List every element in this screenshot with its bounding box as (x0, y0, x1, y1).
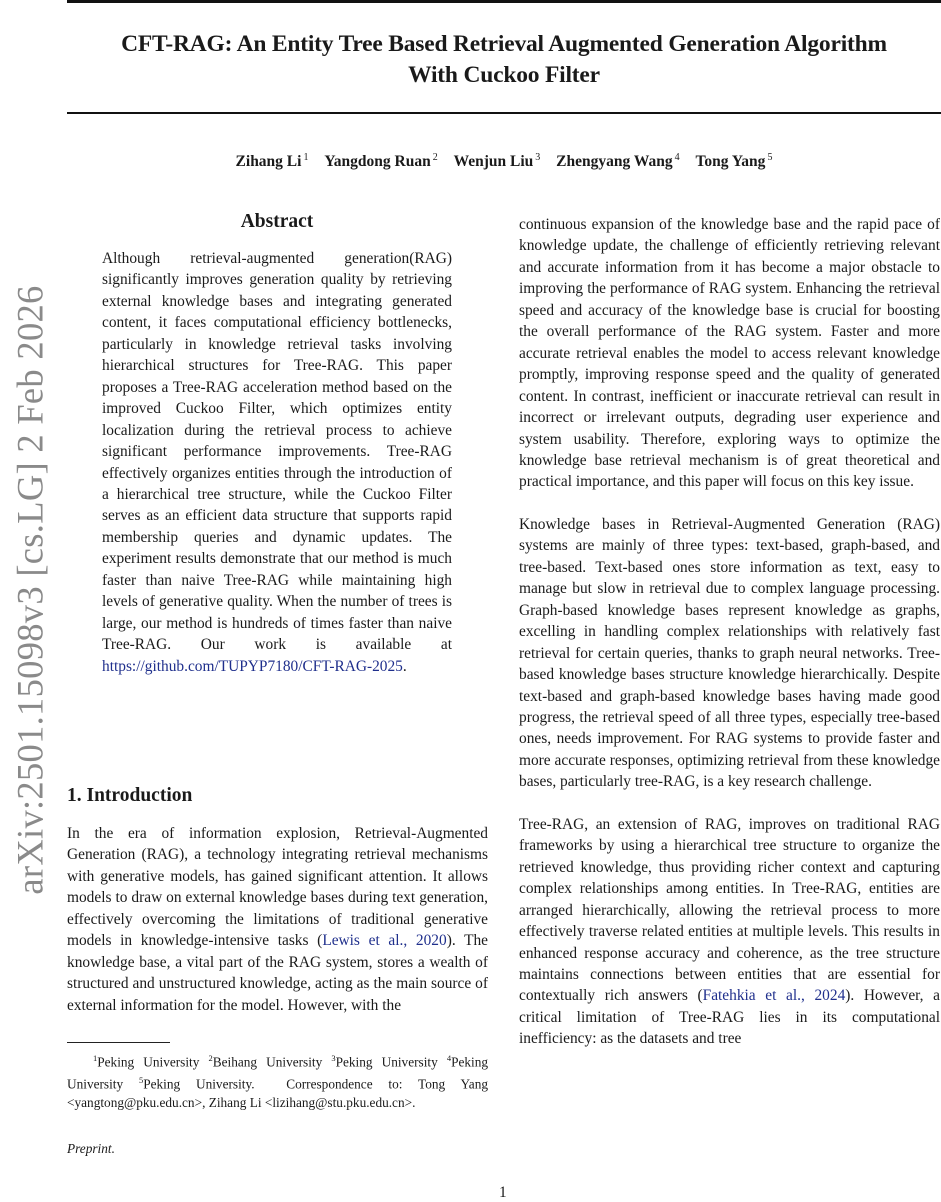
author: Yangdong Ruan $^2$ (324, 152, 438, 171)
title-bottom-rule (67, 112, 941, 114)
title-line-1: CFT-RAG: An Entity Tree Based Retrieval Augmented Generation Algorithm (121, 31, 887, 57)
correspondence: Correspondence to: Tong Yang <yangtong@pku.edu.cn>, Zihang Li <lizihang@stu.pku.edu.cn>. (67, 1076, 488, 1110)
github-link[interactable]: https://github.com/TUPYP7180/CFT-RAG-2025 (102, 657, 403, 675)
paper-title (67, 29, 941, 91)
author: Wenjun Liu $^3$ (453, 152, 541, 171)
introduction-paragraph-1: In the era of information explosion, Retrieval-Augmented Generation (RAG), a technology integrating retrieval mechanisms with generative models, has gained significant attention. It allows models to draw on external knowledge bases during text generation, effectively overcoming the limitations of traditional generative models in knowledge-intensive tasks (Lewis et al., 2020). The knowledge base, a vital part of the RAG system, stores a wealth of structured and unstructured knowledge, acting as the main source of external information for the model. However, with the (67, 825, 488, 1014)
author: Tong Yang $^5$ (695, 152, 773, 171)
arxiv-stamp (0, 270, 60, 910)
arxiv-stamp-text: arXiv:2501.15098v3 [cs.LG] 2 Feb 2026 (9, 285, 51, 895)
introduction-paragraph-3: Tree-RAG, an extension of RAG, improves on traditional RAG frameworks by using a hierarchical tree structure to organize the retrieved knowledge, thus providing richer context and capturing complex relationships among entities. In Tree-RAG, entities are arranged hierarchically, allowing the retrieval process to more effectively traverse related entities at multiple levels. This results in enhanced response accuracy and coherence, as the tree structure maintains connections between entities that are essential for contextually rich answers (Fatehkia et al., 2024). However, a critical limitation of Tree-RAG lies in its computational inefficiency: as the datasets and tree (519, 815, 940, 1048)
footnote-divider (67, 1042, 170, 1043)
right-column (519, 214, 940, 1050)
title-line-2: With Cuckoo Filter (408, 62, 600, 88)
preprint-label: Preprint. (67, 1141, 115, 1156)
author-list (67, 152, 941, 171)
abstract-heading: Abstract (240, 211, 314, 232)
author: Zhengyang Wang $^4$ (556, 152, 680, 171)
top-rule (67, 0, 941, 3)
introduction-paragraph-2: Knowledge bases in Retrieval-Augmented Generation (RAG) systems are mainly of three types: text-based, graph-based, and tree-based. Text-based ones store information as text, easy to manage but slow in retrieval due to complex language processing. Graph-based knowledge bases represent knowledge as graphs, excelling in handling complex relationships with relatively fast retrieval for certain queries, thanks to graph neural networks. Tree-based knowledge bases structure knowledge hierarchically. Despite text-based and graph-based knowledge bases having made good progress, the retrieval speed of all three types, especially tree-based ones, needs improvement. For RAG systems to provide faster and more accurate responses, optimizing retrieval from these knowledge bases, particularly tree-RAG, is a key research challenge. (519, 515, 940, 791)
citation-fatehkia-2024[interactable]: Fatehkia et al., 2024 (702, 987, 846, 1005)
introduction-paragraph-1-continued: continuous expansion of the knowledge base and the rapid pace of knowledge update, the challenge of efficiently retrieving relevant and accurate information from it has become a major obstacle to improving the performance of RAG system. Enhancing the retrieval speed and accuracy of the knowledge base is crucial for boosting the overall performance of the RAG system. Faster and more accurate retrieval enables the model to access relevant knowledge promptly, improving response speed and the quality of generated content. In contrast, inefficient or inaccurate retrieval can result in incorrect or irrelevant outputs, degrading user experience and system usability. Therefore, exploring ways to optimize the knowledge base retrieval mechanism is of great theoretical and practical importance, and this paper will focus on this key issue. (519, 216, 940, 491)
author: Zihang Li $^1$ (235, 152, 309, 171)
section-heading-introduction: 1. Introduction (67, 785, 193, 806)
abstract-text: Although retrieval-augmented generation(RAG) significantly improves generation quality by retrieving external knowledge bases and integrating generated content, it faces computational efficiency bottlenecks, particularly in knowledge retrieval tasks involving hierarchical structures for Tree-RAG. This paper proposes a Tree-RAG acceleration method based on the improved Cuckoo Filter, which optimizes entity localization during the retrieval process to achieve significant performance improvements. Tree-RAG effectively organizes entities through the introduction of a hierarchical tree structure, while the Cuckoo Filter serves as an efficient data structure that supports rapid membership queries and dynamic updates. The experiment results demonstrate that our method is much faster than naive Tree-RAG while maintaining high levels of generative quality. When the number of trees is large, our method is hundreds of times faster than naive Tree-RAG. Our work is available at (102, 250, 452, 654)
page-number: 1 (499, 1184, 507, 1201)
citation-lewis-2020[interactable]: Lewis et al., 2020 (322, 932, 447, 950)
abstract-body: Although retrieval-augmented generation(RAG) significantly improves generation quality by retrieving external knowledge bases and integrating generated content, it faces computational efficiency bottlenecks, particularly in knowledge retrieval tasks involving hierarchical structures for Tree-RAG. This paper proposes a Tree-RAG acceleration method based on the improved Cuckoo Filter, which optimizes entity localization during the retrieval process to achieve significant performance improvements. Tree-RAG effectively organizes entities through the introduction of a hierarchical tree structure, while the Cuckoo Filter serves as an efficient data structure that supports rapid membership queries and dynamic updates. The experiment results demonstrate that our method is much faster than naive Tree-RAG while maintaining high levels of generative quality. When the number of trees is large, our method is hundreds of times faster than naive Tree-RAG. Our work is available at https://github.com/TUPYP7180/CFT-RAG-2025. (102, 250, 452, 675)
affiliation-footnote: $^1$Peking University $^2$Beihang University $^3$Peking University $^4$Peking University $^5$Peking University. Correspondence to: Tong Yang <yangtong@pku.edu.cn>, Zihang Li <lizihang@stu.pku.edu.cn>. (67, 1053, 489, 1110)
